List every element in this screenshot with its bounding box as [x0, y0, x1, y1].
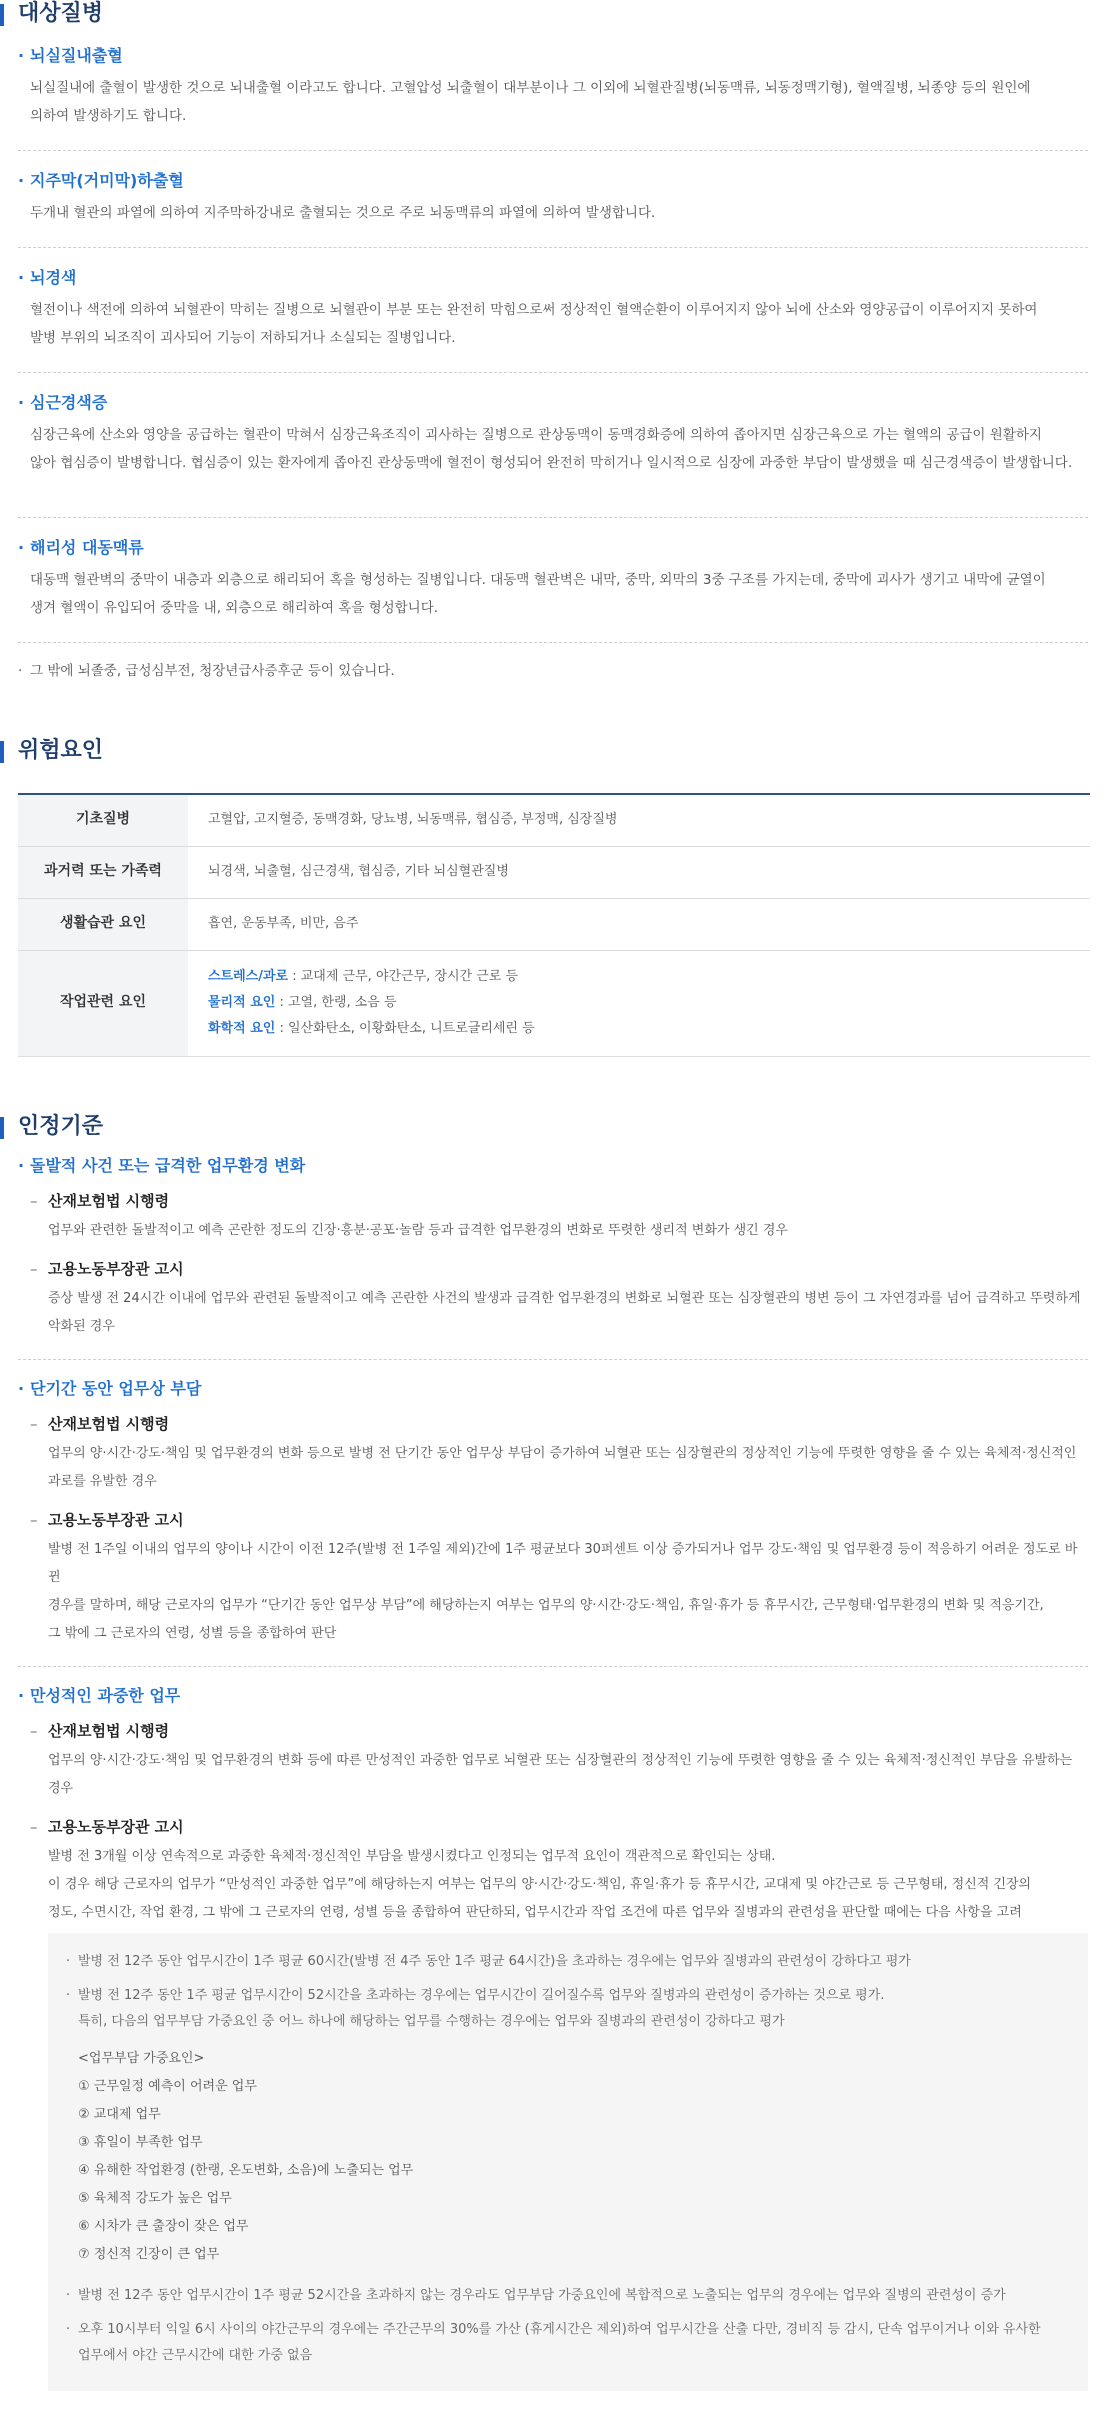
criteria-list — [0, 1151, 1090, 2409]
sub-title: – 산재보험법 시행령 — [30, 1412, 1088, 1436]
desc-line: 두개내 혈관의 파열에 의하여 지주막하강내로 출혈되는 것으로 주로 뇌동맥류의 파열에 의하여 발생합니다. — [30, 205, 656, 221]
burden-factor: ④ 유해한 작업환경 (한랭, 온도변화, 소음)에 노출되는 업무 — [78, 2162, 414, 2178]
desc-line: 정도, 수면시간, 작업 환경, 그 밖에 그 근로자의 연령, 성별 등을 종합하여 판단하되, 업무시간과 작업 조건에 따른 업무와 질병과의 관련성을 판단할 때에는 다음 사항을 고려 — [48, 1904, 1022, 1920]
section-title-diseases: 대상질병 — [0, 0, 1090, 28]
disease-item — [18, 151, 1088, 248]
table-row — [18, 794, 1090, 846]
disease-title: · 심근경색증 — [18, 391, 1088, 415]
disease-item — [18, 40, 1088, 151]
burden-factors-title: <업무부담 가중요인> — [78, 2050, 205, 2066]
row-value — [188, 950, 1090, 1056]
work-factor-line — [208, 990, 1070, 1016]
consideration-item: · 발병 전 12주 동안 업무시간이 1주 평균 60시간(발병 전 4주 동안 1주 평균 64시간)을 초과하는 경우에는 업무와 질병과의 관련성이 강하다고 평가 — [66, 1949, 1064, 1975]
work-factor-value: : 고열, 한랭, 소음 등 — [275, 995, 397, 1010]
desc-line: 심장근육에 산소와 영양을 공급하는 혈관이 막혀서 심장근육조직이 괴사하는 질병으로 관상동맥이 동맥경화증에 의하여 좁아지면 심장근육으로 가는 혈액의 공급이 원활하지 — [30, 427, 1042, 443]
desc-line: 그 밖에 그 근로자의 연령, 성별 등을 종합하여 판단 — [48, 1625, 337, 1641]
row-header: 기초질병 — [18, 794, 188, 846]
work-factor-key: 물리적 요인 — [208, 995, 276, 1010]
desc-line: · 오후 10시부터 익일 6시 사이의 야간근무의 경우에는 주간근무의 30%를 가산 (휴게시간은 제외)하여 업무시간을 산출 다만, 경비직 등 감시, 단속 업무이거나 이와 유사한 — [78, 2321, 1041, 2337]
sub-title: – 고용노동부장관 고시 — [30, 1815, 1088, 1839]
criteria-group — [18, 1151, 1088, 1360]
desc-line: 경우를 말하며, 해당 근로자의 업무가 “단기간 동안 업무상 부담”에 해당하는지 여부는 업무의 양·시간·강도·책임, 휴일·휴가 등 휴무시간, 근무형태·업무환경의 변화 및 적응기간, — [48, 1597, 1044, 1613]
desc-line: 업무에서 야간 근무시간에 대한 가중 없음 — [78, 2347, 313, 2363]
sub-title: – 산재보험법 시행령 — [30, 1719, 1088, 1743]
consideration-item: · 발병 전 12주 동안 업무시간이 1주 평균 52시간을 초과하지 않는 경우라도 업무부담 가중요인에 복합적으로 노출되는 업무의 경우에는 업무와 질병의 관련성이 증가 — [66, 2283, 1064, 2309]
work-factor-line — [208, 964, 1070, 990]
row-header: 생활습관 요인 — [18, 898, 188, 950]
disease-desc — [18, 296, 1088, 352]
criteria-sub — [18, 1508, 1088, 1648]
disease-item — [18, 518, 1088, 643]
burden-factor: ③ 휴일이 부족한 업무 — [78, 2134, 203, 2150]
table-row — [18, 950, 1090, 1056]
disease-title: · 뇌실질내출혈 — [18, 44, 1088, 68]
sub-desc — [30, 1440, 1088, 1496]
desc-line: 않아 협심증이 발병합니다. 협심증이 있는 환자에게 좁아진 관상동맥에 혈전이 형성되어 완전히 막히거나 일시적으로 심장에 과중한 부담이 발생했을 때 심근경색증이 발생합니다. — [30, 455, 1073, 471]
burden-factor: ⑤ 육체적 강도가 높은 업무 — [78, 2190, 232, 2206]
desc-line: 발병 부위의 뇌조직이 괴사되어 기능이 저하되거나 소실되는 질병입니다. — [30, 330, 456, 346]
burden-factors — [66, 2045, 1064, 2269]
criteria-sub — [18, 1257, 1088, 1341]
desc-line: 악화된 경우 — [48, 1318, 115, 1334]
disease-list — [0, 40, 1090, 703]
criteria-sub — [18, 1412, 1088, 1496]
criteria-group-title: · 단기간 동안 업무상 부담 — [18, 1376, 1088, 1402]
row-header: 과거력 또는 가족력 — [18, 846, 188, 898]
desc-line: 특히, 다음의 업무부담 가중요인 중 어느 하나에 해당하는 업무를 수행하는 경우에는 업무와 질병과의 관련성이 강하다고 평가 — [78, 2013, 785, 2029]
disease-item — [18, 248, 1088, 373]
disease-item-extra — [18, 643, 1088, 703]
burden-factor: ② 교대제 업무 — [78, 2106, 161, 2122]
disease-title: · 지주막(거미막)하출혈 — [18, 169, 1088, 193]
disease-desc — [18, 566, 1088, 622]
desc-line: 생겨 혈액이 유입되어 중막을 내, 외층으로 해리하여 혹을 형성합니다. — [30, 600, 439, 616]
desc-line: 의하여 발생하기도 합니다. — [30, 108, 187, 124]
desc-line: · 발병 전 12주 동안 1주 평균 업무시간이 52시간을 초과하는 경우에는 업무시간이 길어질수록 업무와 질병과의 관련성이 증가하는 것으로 평가. — [78, 1987, 885, 2003]
work-factor-key: 화학적 요인 — [208, 1021, 276, 1036]
work-factor-key: 스트레스/과로 — [208, 969, 289, 984]
disease-desc — [18, 199, 1088, 227]
work-factor-value: : 교대제 근무, 야간근무, 장시간 근로 등 — [288, 969, 519, 984]
criteria-sub — [18, 1189, 1088, 1245]
disease-title: · 해리성 대동맥류 — [18, 536, 1088, 560]
disease-extra-text: · 그 밖에 뇌졸중, 급성심부전, 청장년급사증후군 등이 있습니다. — [18, 659, 1088, 683]
desc-line: 경우 — [48, 1780, 74, 1796]
criteria-sub — [18, 1815, 1088, 1927]
desc-line: 발병 전 1주일 이내의 업무의 양이나 시간이 이전 12주(발병 전 1주일 제외)간에 1주 평균보다 30퍼센트 이상 증가되거나 업무 강도·책임 및 업무환경 등이 적응하기 어려운 정도로 바뀐 — [48, 1541, 1078, 1585]
desc-line: 이 경우 해당 근로자의 업무가 “만성적인 과중한 업무”에 해당하는지 여부는 업무의 양·시간·강도·책임, 휴일·휴가 등 휴무시간, 교대제 및 야간근로 등 근무형태, 정신적 긴장의 — [48, 1876, 1032, 1892]
work-factor-value: : 일산화탄소, 이황화탄소, 니트로글리세린 등 — [275, 1021, 535, 1036]
table-row — [18, 846, 1090, 898]
work-factor-line — [208, 1016, 1070, 1042]
sub-title: – 고용노동부장관 고시 — [30, 1508, 1088, 1532]
row-value: 흡연, 운동부족, 비만, 음주 — [188, 898, 1090, 950]
desc-line: 증상 발생 전 24시간 이내에 업무와 관련된 돌발적이고 예측 곤란한 사건의 발생과 급격한 업무환경의 변화로 뇌혈관 또는 심장혈관의 병변 등이 그 자연경과를 넘어 급격하고 뚜렷하게 — [48, 1290, 1081, 1306]
disease-title: · 뇌경색 — [18, 266, 1088, 290]
burden-factor: ① 근무일정 예측이 어려운 업무 — [78, 2078, 257, 2094]
desc-line: 과로를 유발한 경우 — [48, 1473, 157, 1489]
desc-line: 업무의 양·시간·강도·책임 및 업무환경의 변화 등에 따른 만성적인 과중한 업무로 뇌혈관 또는 심장혈관의 정상적인 기능에 뚜렷한 영향을 줄 수 있는 육체적·정신적인 부담을 유발하는 — [48, 1752, 1073, 1768]
criteria-group — [18, 1667, 1088, 2409]
sub-title: – 고용노동부장관 고시 — [30, 1257, 1088, 1281]
disease-desc — [18, 421, 1088, 477]
criteria-group-title: · 돌발적 사건 또는 급격한 업무환경 변화 — [18, 1153, 1088, 1179]
burden-factor: ⑦ 정신적 긴장이 큰 업무 — [78, 2246, 220, 2262]
desc-line: 혈전이나 색전에 의하여 뇌혈관이 막히는 질병으로 뇌혈관이 부분 또는 완전히 막힘으로써 정상적인 혈액순환이 이루어지지 않아 뇌에 산소와 영양공급이 이루어지지 못하여 — [30, 302, 1038, 318]
section-title-risk: 위험요인 — [0, 737, 1090, 765]
row-value: 고혈압, 고지혈증, 동맥경화, 당뇨병, 뇌동맥류, 협심증, 부정맥, 심장질병 — [188, 794, 1090, 846]
considerations-box — [48, 1933, 1088, 2391]
section-title-criteria: 인정기준 — [0, 1113, 1090, 1141]
desc-line: 발병 전 3개월 이상 연속적으로 과중한 육체적·정신적인 부담을 발생시켰다고 인정되는 업무적 요인이 객관적으로 확인되는 상태. — [48, 1848, 776, 1864]
disease-desc — [18, 74, 1088, 130]
desc-line: 뇌실질내에 출혈이 발생한 것으로 뇌내출혈 이라고도 합니다. 고혈압성 뇌출혈이 대부분이나 그 이외에 뇌혈관질병(뇌동맥류, 뇌동정맥기형), 혈액질병, 뇌종양 등의 원인에 — [30, 80, 1031, 96]
criteria-group — [18, 1360, 1088, 1667]
risk-table — [18, 793, 1090, 1057]
sub-desc — [30, 1536, 1088, 1648]
row-value: 뇌경색, 뇌출혈, 심근경색, 협심증, 기타 뇌심혈관질병 — [188, 846, 1090, 898]
table-row — [18, 898, 1090, 950]
sub-desc — [30, 1747, 1088, 1803]
sub-desc — [30, 1285, 1088, 1341]
row-header: 작업관련 요인 — [18, 950, 188, 1056]
criteria-sub — [18, 1719, 1088, 1803]
disease-item — [18, 373, 1088, 518]
burden-factor: ⑥ 시차가 큰 출장이 잦은 업무 — [78, 2218, 249, 2234]
consideration-item — [66, 1983, 1064, 2035]
desc-line: 업무와 관련한 돌발적이고 예측 곤란한 정도의 긴장·흥분·공포·놀람 등과 급격한 업무환경의 변화로 뚜렷한 생리적 변화가 생긴 경우 — [48, 1222, 788, 1238]
sub-desc — [30, 1843, 1088, 1927]
desc-line: 대동맥 혈관벽의 중막이 내층과 외층으로 해리되어 혹을 형성하는 질병입니다. 대동맥 혈관벽은 내막, 중막, 외막의 3중 구조를 가지는데, 중막에 괴사가 생기고 내막에 균열이 — [30, 572, 1046, 588]
desc-line: 업무의 양·시간·강도·책임 및 업무환경의 변화 등으로 발병 전 단기간 동안 업무상 부담이 증가하여 뇌혈관 또는 심장혈관의 정상적인 기능에 뚜렷한 영향을 줄 수 있는 육체적·정신적인 — [48, 1445, 1077, 1461]
sub-title: – 산재보험법 시행령 — [30, 1189, 1088, 1213]
criteria-group-title: · 만성적인 과중한 업무 — [18, 1683, 1088, 1709]
sub-desc — [30, 1217, 1088, 1245]
